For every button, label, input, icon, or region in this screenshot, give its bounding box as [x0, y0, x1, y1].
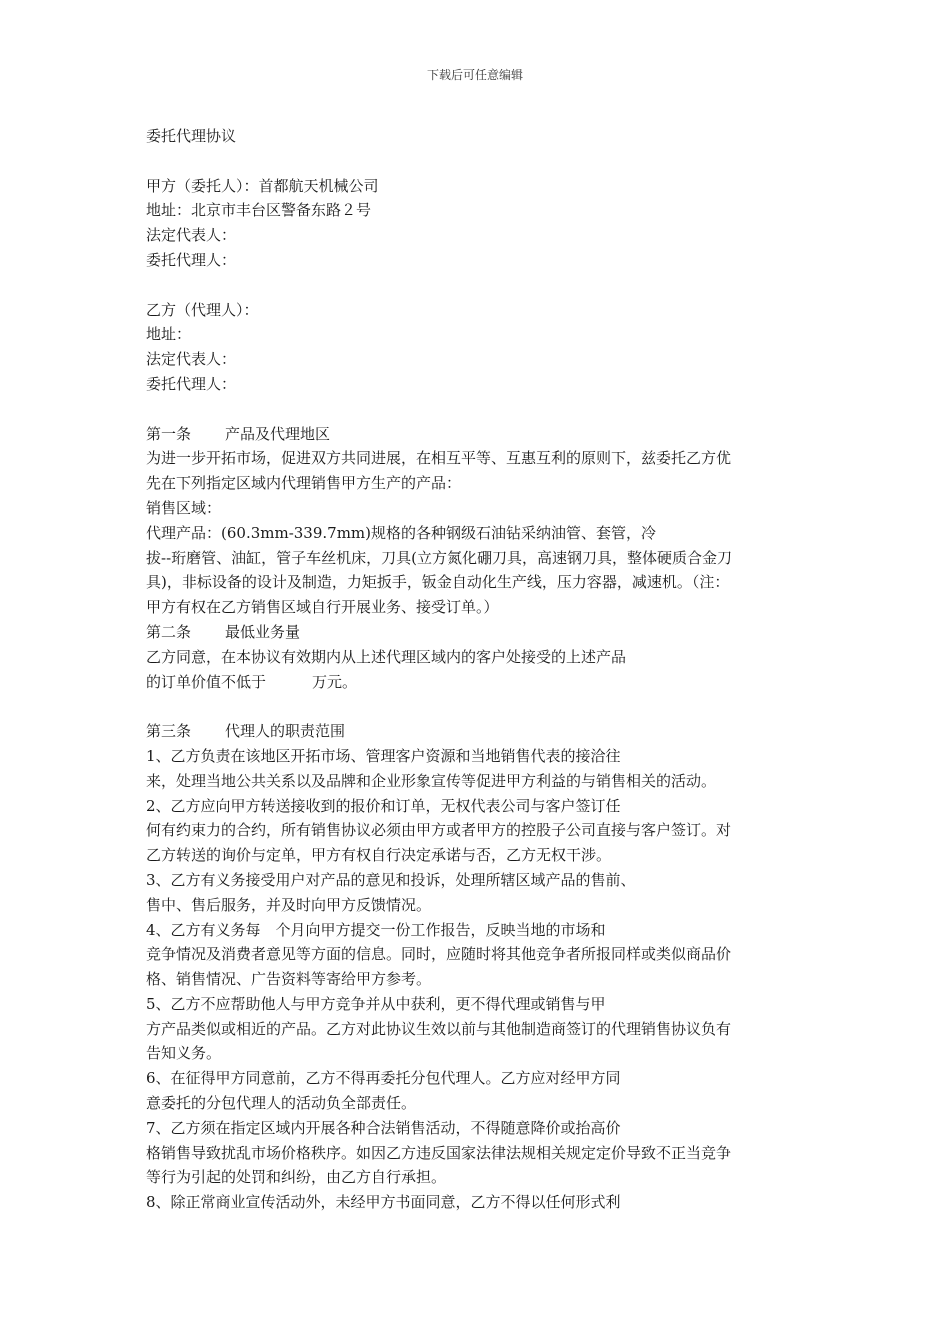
article-number: 第二条	[146, 622, 192, 641]
article3-line: 意委托的分包代理人的活动负全部责任。	[146, 1094, 417, 1113]
article3-line: 2、乙方应向甲方转送接收到的报价和订单，无权代表公司与客户签订任	[146, 796, 621, 815]
article1-line: 销售区域：	[146, 498, 222, 517]
article3-line: 4、乙方有义务每 个月向甲方提交一份工作报告，反映当地的市场和	[146, 920, 606, 939]
article3-line: 3、乙方有义务接受用户对产品的意见和投诉，处理所辖区域产品的售前、	[146, 870, 636, 889]
article1-line: 代理产品：(60.3mm-339.7mm)规格的各种钢级石油钻采纳油管、套管，冷	[146, 523, 657, 542]
article3-line: 售中、售后服务，并及时向甲方反馈情况。	[146, 895, 432, 914]
article1-line: 具)，非标设备的设计及制造，力矩扳手，钣金自动化生产线，压力容器，减速机。（注：	[146, 573, 730, 592]
article3-line: 7、乙方须在指定区域内开展各种合法销售活动，不得随意降价或抬高价	[146, 1118, 621, 1137]
article2-heading	[146, 620, 810, 645]
party-a-agent: 委托代理人：	[146, 250, 237, 269]
article-title: 最低业务量	[225, 622, 301, 641]
article3-line: 格销售导致扰乱市场价格秩序。如因乙方违反国家法律法规相关规定定价导致不正当竞争	[146, 1143, 732, 1162]
article3-line: 8、除正常商业宣传活动外，未经甲方书面同意，乙方不得以任何形式利	[146, 1193, 621, 1212]
article3-line: 格、销售情况、广告资料等寄给甲方参考。	[146, 970, 432, 989]
article-title: 代理人的职责范围	[225, 722, 346, 741]
article2-line: 乙方同意，在本协议有效期内从上述代理区域内的客户处接受的上述产品	[146, 647, 627, 666]
spacer	[146, 397, 810, 422]
party-a-address: 地址：北京市丰台区警备东路２号	[146, 201, 372, 220]
party-a-name: 甲方（委托人）：首都航天机械公司	[146, 176, 379, 195]
party-b-agent: 委托代理人：	[146, 374, 237, 393]
article3-line: 告知义务。	[146, 1044, 222, 1063]
article-title: 产品及代理地区	[225, 424, 331, 443]
document-body	[146, 124, 810, 1215]
article1-line: 为进一步开拓市场，促进双方共同进展，在相互平等、互惠互利的原则下，兹委托乙方优	[146, 449, 732, 468]
spacer	[146, 149, 810, 174]
article1-line: 甲方有权在乙方销售区域自行开展业务、接受订单。）	[146, 598, 499, 617]
party-a-legal-rep: 法定代表人：	[146, 226, 237, 245]
article1-line: 先在下列指定区域内代理销售甲方生产的产品：	[146, 474, 462, 493]
article2-line	[146, 670, 810, 695]
article3-line: 等行为引起的处罚和纠纷，由乙方自行承担。	[146, 1168, 447, 1187]
article3-line: 1、乙方负责在该地区开拓市场、管理客户资源和当地销售代表的接洽往	[146, 746, 621, 765]
spacer	[146, 694, 810, 719]
page-header: 下载后可任意编辑	[426, 68, 523, 82]
party-b-legal-rep: 法定代表人：	[146, 350, 237, 369]
article3-line: 方产品类似或相近的产品。乙方对此协议生效以前与其他制造商签订的代理销售协议负有	[146, 1019, 732, 1038]
party-b-name: 乙方（代理人）：	[146, 300, 259, 319]
article1-heading	[146, 422, 810, 447]
party-b-address: 地址：	[146, 325, 192, 344]
document-title: 委托代理协议	[146, 127, 237, 145]
article3-line: 竞争情况及消费者意见等方面的信息。同时，应随时将其他竞争者所报同样或类似商品价	[146, 945, 732, 964]
article3-line: 何有约束力的合约，所有销售协议必须由甲方或者甲方的控股子公司直接与客户签订。对	[146, 821, 732, 840]
article2-text: 万元。	[312, 672, 358, 691]
article3-line: 6、在征得甲方同意前，乙方不得再委托分包代理人。乙方应对经甲方同	[146, 1069, 621, 1088]
article-number: 第一条	[146, 424, 192, 443]
article3-line: 乙方转送的询价与定单，甲方有权自行决定承诺与否，乙方无权干涉。	[146, 846, 612, 865]
article1-line: 拔--珩磨管、油缸，管子车丝机床，刀具(立方氮化硼刀具，高速钢刀具，整体硬质合金刀	[146, 548, 732, 567]
article2-text: 的订单价值不低于	[146, 672, 267, 691]
spacer	[146, 273, 810, 298]
article-number: 第三条	[146, 722, 192, 741]
article3-line: 来，处理当地公共关系以及品牌和企业形象宣传等促进甲方利益的与销售相关的活动。	[146, 771, 717, 790]
article3-heading	[146, 719, 810, 744]
article3-line: 5、乙方不应帮助他人与甲方竞争并从中获利，更不得代理或销售与甲	[146, 994, 606, 1013]
